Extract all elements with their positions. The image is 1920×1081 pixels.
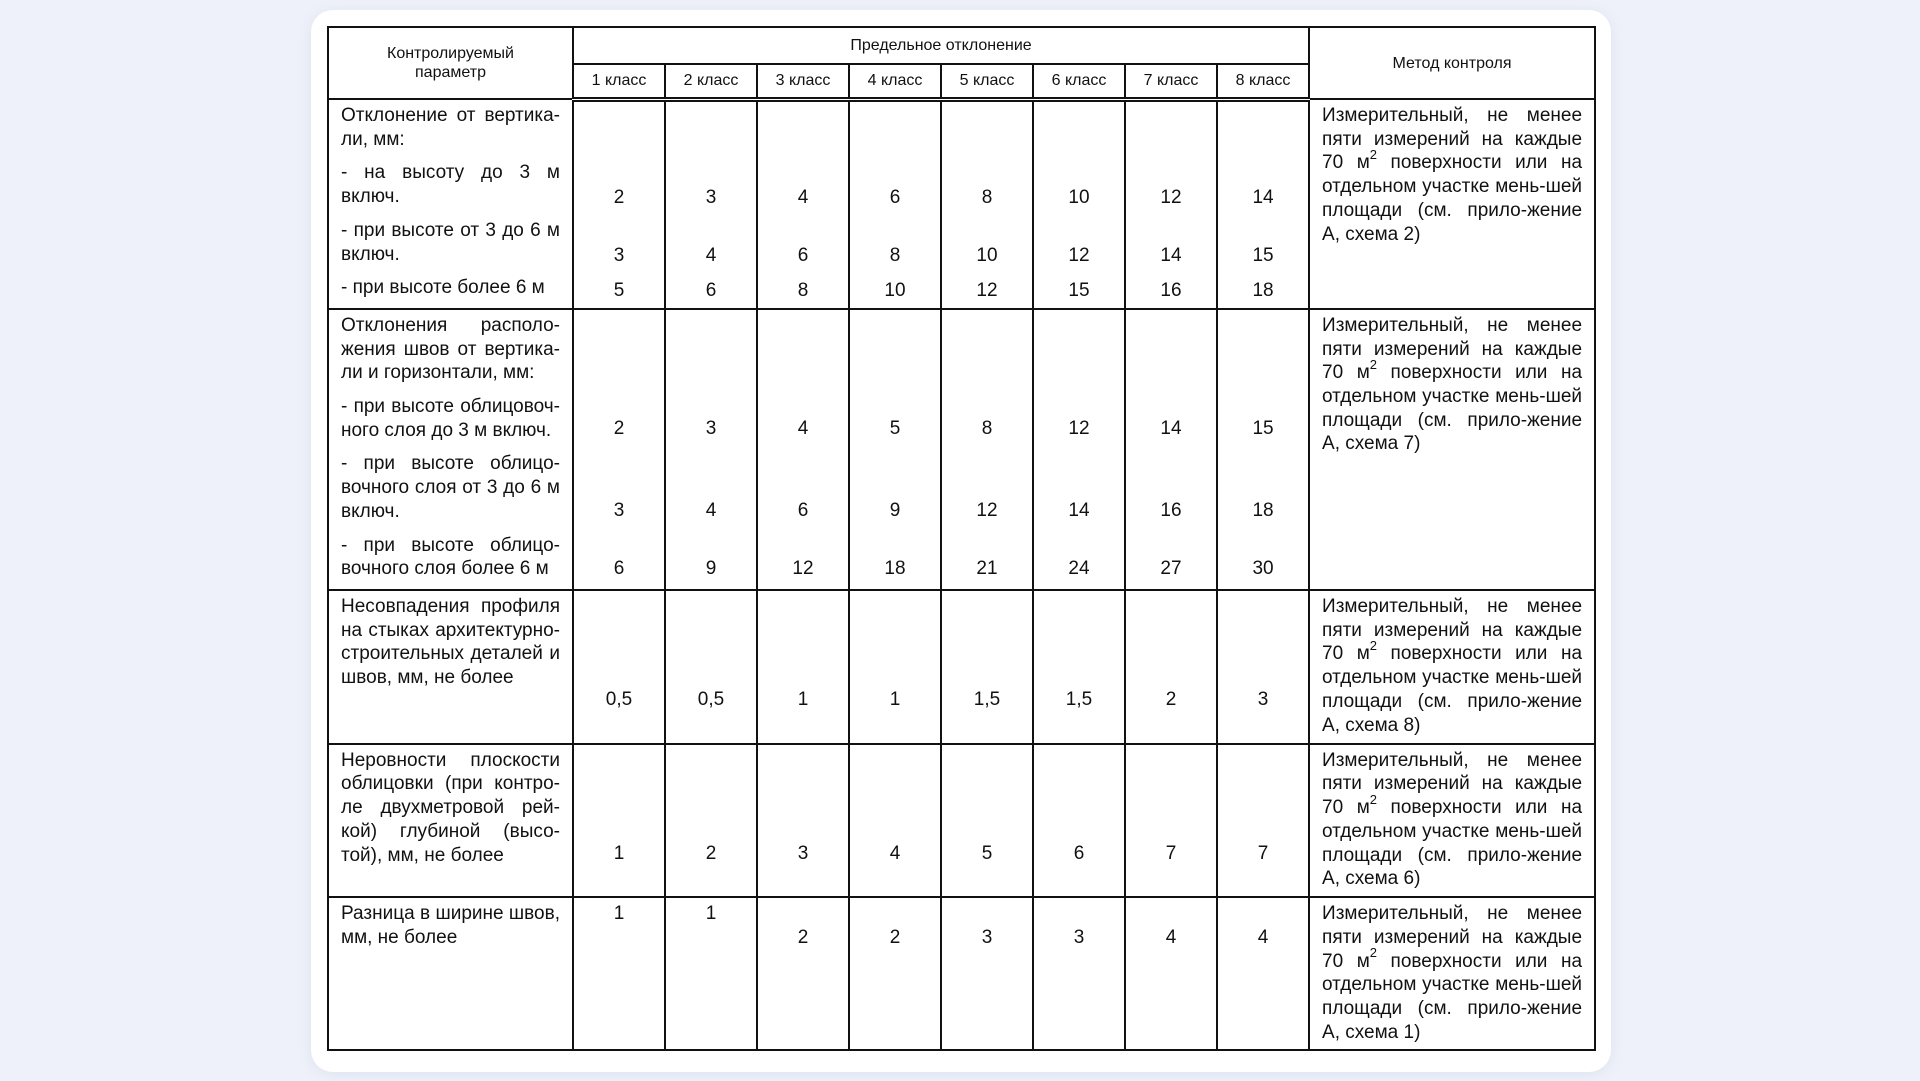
method-text: поверхности или на отдельном участке мень-шей площади (см. прило-жение А, схема 8) <box>1322 643 1583 736</box>
header-class-5: 5 класс <box>941 64 1033 99</box>
value: 10 <box>976 244 998 266</box>
value: 2 <box>705 842 717 864</box>
param-line: - при высоте облицо-вочного слоя от 3 до 6 м включ. <box>341 453 560 522</box>
value: 14 <box>1160 417 1182 439</box>
value: 4 <box>1165 927 1177 949</box>
value: 3 <box>613 244 625 266</box>
header-class-7: 7 класс <box>1125 64 1217 99</box>
param-cell <box>328 744 573 898</box>
value: 1 <box>613 842 625 864</box>
value: 18 <box>1252 499 1274 521</box>
value: 10 <box>1068 186 1090 208</box>
value: 5 <box>613 279 625 301</box>
value: 4 <box>705 244 717 266</box>
value-cell <box>849 744 941 898</box>
param-cell <box>328 590 573 744</box>
value-cell <box>941 744 1033 898</box>
param-cell <box>328 309 573 590</box>
method-sup: 2 <box>1369 356 1377 372</box>
value: 6 <box>613 557 625 579</box>
value-cell <box>849 309 941 590</box>
value: 1 <box>889 689 901 711</box>
value: 2 <box>1165 689 1177 711</box>
value: 14 <box>1160 244 1182 266</box>
value: 4 <box>1257 927 1269 949</box>
param-line: - при высоте более 6 м <box>341 277 545 299</box>
value: 8 <box>889 244 901 266</box>
value: 16 <box>1160 499 1182 521</box>
value: 5 <box>889 417 901 439</box>
value-cell <box>757 897 849 1050</box>
value: 3 <box>1073 927 1085 949</box>
value: 1,5 <box>1065 689 1093 711</box>
value-cell <box>1217 897 1309 1050</box>
value: 1 <box>705 903 717 925</box>
value: 6 <box>889 186 901 208</box>
value-cell <box>1217 99 1309 309</box>
value: 3 <box>705 417 717 439</box>
value-cell <box>1033 99 1125 309</box>
method-text: Измерительный, не менее пяти измерений на каждые 70 м <box>1322 596 1583 665</box>
param-line: - при высоте облицовоч-ного слоя до 3 м включ. <box>341 395 560 441</box>
method-text: поверхности или на отдельном участке мень-шей площади (см. прило-жение А, схема 2) <box>1322 152 1583 245</box>
value: 8 <box>797 279 809 301</box>
param-line: Неровности плоскости облицовки (при контро-ле двухметровой рей-кой) глубиной (высо-той), мм, не более <box>341 749 560 866</box>
value: 5 <box>981 842 993 864</box>
value-cell <box>757 590 849 744</box>
value: 8 <box>981 186 993 208</box>
method-text: поверхности или на отдельном участке мень-шей площади (см. прило-жение А, схема 7) <box>1322 362 1583 455</box>
value: 24 <box>1068 557 1090 579</box>
table-row <box>328 309 1595 590</box>
value: 1 <box>613 903 625 925</box>
method-text: Измерительный, не менее пяти измерений на каждые 70 м <box>1322 749 1583 819</box>
value: 8 <box>981 417 993 439</box>
value-cell <box>665 744 757 898</box>
table-row <box>328 897 1595 1050</box>
value: 4 <box>797 417 809 439</box>
value: 14 <box>1252 186 1274 208</box>
table-row <box>328 744 1595 898</box>
value-cell <box>1033 590 1125 744</box>
value: 15 <box>1068 279 1090 301</box>
value: 12 <box>1068 244 1090 266</box>
table-row <box>328 99 1595 309</box>
value-cell <box>665 99 757 309</box>
method-sup: 2 <box>1369 945 1377 961</box>
header-deviation: Предельное отклонение <box>573 27 1309 64</box>
value: 6 <box>797 244 809 266</box>
method-sup: 2 <box>1369 791 1377 807</box>
method-text: Измерительный, не менее пяти измерений на каждые 70 м <box>1322 903 1583 972</box>
value: 6 <box>705 279 717 301</box>
value: 3 <box>797 842 809 864</box>
value-cell <box>849 590 941 744</box>
value: 12 <box>976 279 998 301</box>
value-cell <box>1125 590 1217 744</box>
value: 18 <box>884 557 906 579</box>
value: 2 <box>889 927 901 949</box>
value: 4 <box>889 842 901 864</box>
value: 3 <box>1257 689 1269 711</box>
value: 7 <box>1257 842 1269 864</box>
method-sup: 2 <box>1369 147 1377 163</box>
value-cell <box>1033 309 1125 590</box>
value-cell <box>757 99 849 309</box>
value: 1,5 <box>973 689 1001 711</box>
value: 2 <box>613 417 625 439</box>
value: 2 <box>797 927 809 949</box>
value: 4 <box>797 186 809 208</box>
value-cell <box>941 309 1033 590</box>
param-line: Разница в ширине швов, мм, не более <box>341 903 560 949</box>
param-line: Отклонение от вертика-ли, мм: <box>341 105 560 150</box>
value-cell <box>665 590 757 744</box>
method-text: Измерительный, не менее пяти измерений на каждые 70 м <box>1322 105 1583 174</box>
method-cell <box>1309 897 1595 1050</box>
value: 0,5 <box>605 689 633 711</box>
value: 10 <box>884 279 906 301</box>
header-class-4: 4 класс <box>849 64 941 99</box>
header-class-6: 6 класс <box>1033 64 1125 99</box>
value-cell <box>1125 99 1217 309</box>
header-param: Контролируемый параметр <box>328 27 573 99</box>
value-cell <box>1217 744 1309 898</box>
param-line: Отклонения располо-жения швов от вертика-ли и горизонтали, мм: <box>341 314 560 384</box>
value: 6 <box>1073 842 1085 864</box>
value-cell <box>573 744 665 898</box>
value: 14 <box>1068 499 1090 521</box>
value: 21 <box>976 557 998 579</box>
method-text: Измерительный, не менее пяти измерений на каждые 70 м <box>1322 314 1583 384</box>
value: 15 <box>1252 417 1274 439</box>
value-cell <box>573 590 665 744</box>
value: 6 <box>797 499 809 521</box>
deviation-table <box>327 26 1596 1051</box>
value: 7 <box>1165 842 1177 864</box>
header-class-8: 8 класс <box>1217 64 1309 99</box>
value: 4 <box>705 499 717 521</box>
param-line: Несовпадения профиля на стыках архитектурно-строительных деталей и швов, мм, не более <box>341 596 560 689</box>
value: 3 <box>613 499 625 521</box>
value-cell <box>849 897 941 1050</box>
value: 9 <box>705 557 717 579</box>
value-cell <box>757 309 849 590</box>
value-cell <box>849 99 941 309</box>
value: 18 <box>1252 279 1274 301</box>
header-class-3: 3 класс <box>757 64 849 99</box>
value: 3 <box>705 186 717 208</box>
header-class-1: 1 класс <box>573 64 665 99</box>
header-method: Метод контроля <box>1309 27 1595 99</box>
value-cell <box>573 897 665 1050</box>
param-line: - на высоту до 3 м включ. <box>341 162 560 208</box>
value-cell <box>573 309 665 590</box>
value: 15 <box>1252 244 1274 266</box>
value: 30 <box>1252 557 1274 579</box>
value-cell <box>665 309 757 590</box>
method-sup: 2 <box>1369 638 1377 654</box>
table-row <box>328 590 1595 744</box>
method-text: поверхности или на отдельном участке мень-шей площади (см. прило-жение А, схема 1) <box>1322 950 1583 1043</box>
value: 27 <box>1160 557 1182 579</box>
value: 12 <box>1068 417 1090 439</box>
value-cell <box>1217 590 1309 744</box>
method-cell <box>1309 590 1595 744</box>
document-card <box>311 10 1611 1072</box>
value: 16 <box>1160 279 1182 301</box>
value: 3 <box>981 927 993 949</box>
value-cell <box>757 744 849 898</box>
param-cell <box>328 99 573 309</box>
method-cell <box>1309 309 1595 590</box>
value-cell <box>665 897 757 1050</box>
value-cell <box>1033 744 1125 898</box>
value: 12 <box>1160 186 1182 208</box>
param-cell <box>328 897 573 1050</box>
value-cell <box>941 590 1033 744</box>
value-cell <box>1217 309 1309 590</box>
value-cell <box>941 99 1033 309</box>
header-class-2: 2 класс <box>665 64 757 99</box>
value-cell <box>1125 744 1217 898</box>
param-line: - при высоте от 3 до 6 м включ. <box>341 219 560 265</box>
method-cell <box>1309 744 1595 898</box>
value: 12 <box>792 557 814 579</box>
value: 1 <box>797 689 809 711</box>
value-cell <box>1125 897 1217 1050</box>
value-cell <box>1125 309 1217 590</box>
value-cell <box>1033 897 1125 1050</box>
value: 2 <box>613 186 625 208</box>
value: 12 <box>976 499 998 521</box>
value: 0,5 <box>697 689 725 711</box>
param-line: - при высоте облицо-вочного слоя более 6 м <box>341 534 560 580</box>
method-cell <box>1309 99 1595 309</box>
value: 9 <box>889 499 901 521</box>
method-text: поверхности или на отдельном участке мень-шей площади (см. прило-жение А, схема 6) <box>1322 797 1583 890</box>
value-cell <box>941 897 1033 1050</box>
value-cell <box>573 99 665 309</box>
